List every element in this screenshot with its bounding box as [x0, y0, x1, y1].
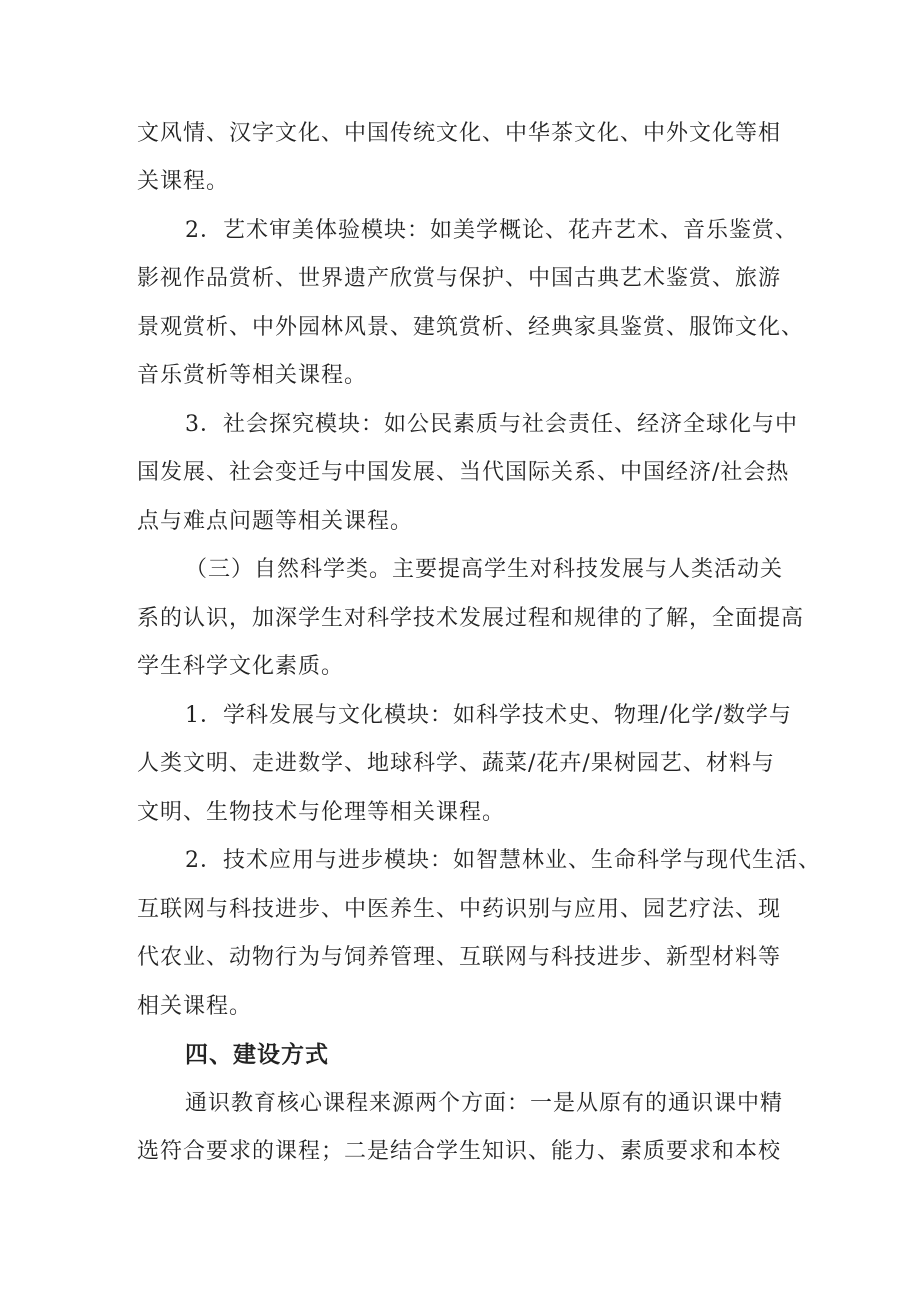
paragraph-line: 互联网与科技进步、中医养生、中药识别与应用、园艺疗法、现 — [137, 897, 782, 922]
paragraph-line: 2．艺术审美体验模块：如美学概论、花卉艺术、音乐鉴赏、 — [185, 218, 798, 243]
paragraph-line: 选符合要求的课程；二是结合学生知识、能力、素质要求和本校 — [137, 1139, 782, 1164]
paragraph-line: 文风情、汉字文化、中国传统文化、中华茶文化、中外文化等相 — [137, 121, 782, 146]
paragraph-line: 景观赏析、中外园林风景、建筑赏析、经典家具鉴赏、服饰文化、 — [137, 315, 805, 340]
paragraph-line: 国发展、社会变迁与中国发展、当代国际关系、中国经济/社会热 — [137, 460, 790, 485]
paragraph-line: 3．社会探究模块：如公民素质与社会责任、经济全球化与中 — [185, 412, 798, 437]
paragraph-line: 代农业、动物行为与饲养管理、互联网与科技进步、新型材料等 — [137, 945, 782, 970]
paragraph-line: 人类文明、走进数学、地球科学、蔬菜/花卉/果树园艺、材料与 — [137, 751, 775, 776]
paragraph-line: 点与难点问题等相关课程。 — [137, 509, 414, 534]
paragraph-line: 通识教育核心课程来源两个方面：一是从原有的通识课中精 — [185, 1091, 784, 1116]
paragraph-line: 文明、生物技术与伦理等相关课程。 — [137, 800, 506, 825]
paragraph-line: 关课程。 — [137, 169, 230, 194]
paragraph-line: 影视作品赏析、世界遗产欣赏与保护、中国古典艺术鉴赏、旅游 — [137, 266, 782, 291]
section-heading: 四、建设方式 — [185, 1042, 329, 1068]
paragraph-line: 音乐赏析等相关课程。 — [137, 363, 368, 388]
paragraph-line: 学生科学文化素质。 — [137, 654, 345, 679]
paragraph-line: 1．学科发展与文化模块：如科学技术史、物理/化学/数学与 — [185, 703, 792, 728]
paragraph-line: 2．技术应用与进步模块：如智慧林业、生命科学与现代生活、 — [185, 848, 821, 873]
paragraph-line: （三）自然科学类。主要提高学生对科技发展与人类活动关 — [185, 557, 784, 582]
paragraph-line: 相关课程。 — [137, 994, 253, 1019]
paragraph-line: 系的认识，加深学生对科学技术发展过程和规律的了解，全面提高 — [137, 606, 805, 631]
